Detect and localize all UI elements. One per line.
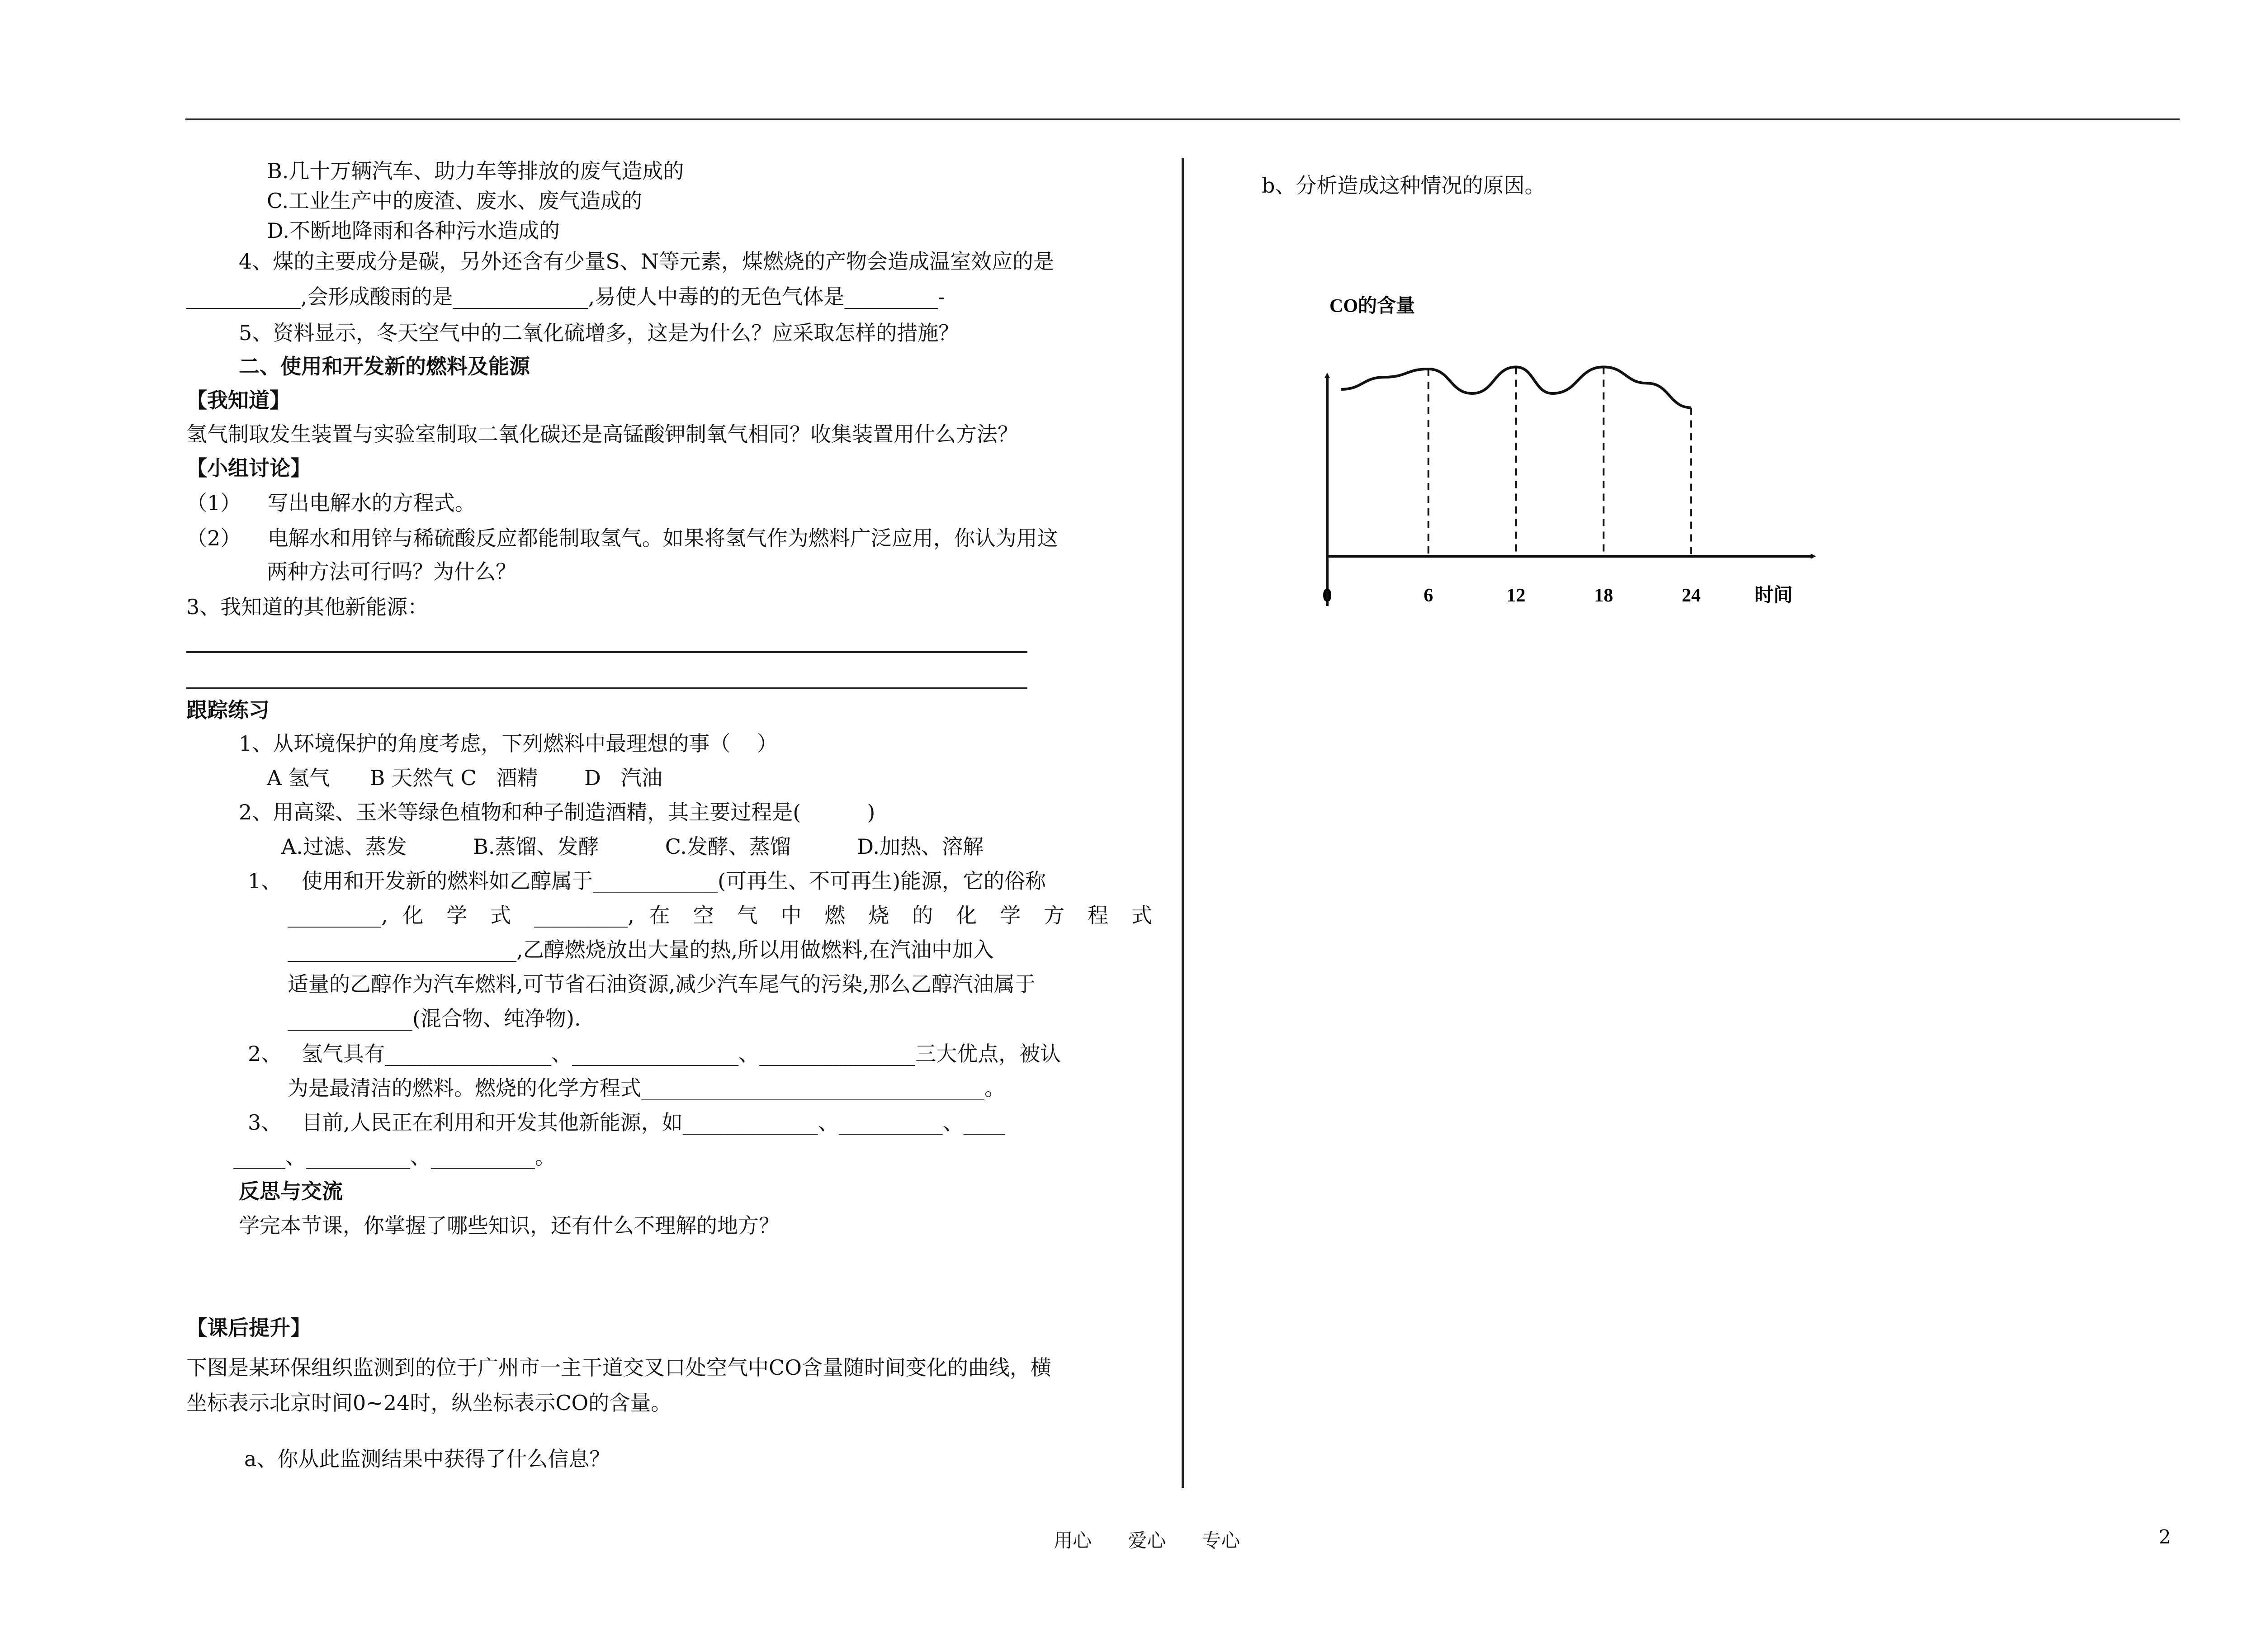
reflection-question: 学完本节课，你掌握了哪些知识，还有什么不理解的地方？ xyxy=(239,1213,780,1238)
practice-1-options: A 氢气 B 天然气 C 酒精 D 汽油 xyxy=(267,766,662,790)
option-b: B.几十万辆汽车、助力车等排放的废气造成的 xyxy=(267,159,684,183)
question-a: a、你从此监测结果中获得了什么信息？ xyxy=(244,1447,610,1471)
fill-2-line-2: 为是最清洁的燃料。燃烧的化学方程式_________________________________。 xyxy=(288,1076,1005,1100)
heading-practice: 跟踪练习 xyxy=(186,698,270,722)
x-tick-label: 18 xyxy=(1594,585,1613,606)
fill-2: 2、 氢气具有________________、________________、_______________三大优点，被认 xyxy=(248,1041,1061,1066)
i-know-question: 氢气制取发生装置与实验室制取二氧化碳还是高锰酸钾制氧气相同？收集装置用什么方法？ xyxy=(186,422,1018,446)
heading-after-class: 【课后提升】 xyxy=(186,1316,311,1340)
question-5: 5、资料显示，冬天空气中的二氧化硫增多，这是为什么？应采取怎样的措施？ xyxy=(239,321,960,345)
after-class-desc-2: 坐标表示北京时间0~24时，纵坐标表示CO的含量。 xyxy=(186,1391,672,1415)
co-content-chart xyxy=(1293,271,1863,633)
heading-group-discussion: 【小组讨论】 xyxy=(186,456,311,480)
new-energy-prompt: 3、我知道的其他新能源： xyxy=(186,595,429,619)
question-4-blanks: ___________,会形成酸雨的是_____________,易使人中毒的的无色气体是_________- xyxy=(186,284,945,309)
y-axis-label: CO的含量 xyxy=(1329,296,1415,317)
fill-3: 3、 目前,人民正在利用和开发其他新能源，如_____________、__________、____ xyxy=(248,1110,1005,1135)
column-divider xyxy=(1182,158,1184,1488)
question-4: 4、煤的主要成分是碳，另外还含有少量S、N等元素，煤燃烧的产物会造成温室效应的是 xyxy=(239,249,1055,274)
question-b: b、分析造成这种情况的原因。 xyxy=(1262,173,1546,198)
discussion-2-cont: 两种方法可行吗？为什么？ xyxy=(267,559,516,584)
answer-line-2 xyxy=(186,687,1027,689)
fill-1: 1、 使用和开发新的燃料如乙醇属于____________(可再生、不可再生)能源，它的俗称 xyxy=(248,869,1046,893)
header-rule xyxy=(185,118,2180,120)
fill-1-line-3: ______________________,乙醇燃烧放出大量的热,所以用做燃料,在汽油中加入 xyxy=(288,937,994,962)
answer-line-1 xyxy=(186,651,1027,653)
section-heading-2: 二、使用和开发新的燃料及能源 xyxy=(239,354,530,379)
after-class-desc-1: 下图是某环保组织监测到的位于广州市一主干道交叉口处空气中CO含量随时间变化的曲线，横 xyxy=(186,1355,1051,1380)
option-c: C.工业生产中的废渣、废水、废气造成的 xyxy=(267,189,643,213)
fill-1-line-5: ____________(混合物、纯净物). xyxy=(288,1006,581,1031)
x-tick-label: 24 xyxy=(1682,585,1701,606)
x-axis-label: 时间 xyxy=(1755,585,1793,606)
practice-1: 1、从环境保护的角度考虑，下列燃料中最理想的事（ ） xyxy=(239,731,778,756)
page-number: 2 xyxy=(2159,1526,2171,1548)
fill-1-line-4: 适量的乙醇作为汽车燃料,可节省石油资源,减少汽车尾气的污染,那么乙醇汽油属于 xyxy=(288,972,1036,996)
practice-2: 2、用高粱、玉米等绿色植物和种子制造酒精，其主要过程是( ) xyxy=(239,800,875,824)
x-tick-label: 0 xyxy=(1322,585,1332,606)
footer-motto: 用心 爱心 专心 xyxy=(1054,1529,1240,1552)
discussion-2: （2） 电解水和用锌与稀硫酸反应都能制取氢气。如果将氢气作为燃料广泛应用，你认为用这 xyxy=(186,526,1058,550)
practice-2-options: A.过滤、蒸发 B.蒸馏、发酵 C.发酵、蒸馏 D.加热、溶解 xyxy=(281,834,984,859)
discussion-1: （1） 写出电解水的方程式。 xyxy=(186,491,476,515)
x-tick-label: 12 xyxy=(1506,585,1526,606)
option-d: D.不断地降雨和各种污水造成的 xyxy=(267,218,560,243)
heading-i-know: 【我知道】 xyxy=(186,388,290,412)
fill-1-line-2: _________, 化 学 式 _________, 在 空 气 中 燃 烧 的 化 学 方 程 式 xyxy=(288,903,1152,928)
heading-reflection: 反思与交流 xyxy=(239,1179,343,1203)
x-tick-label: 6 xyxy=(1424,585,1433,606)
fill-3-line-2: _____、__________、__________。 xyxy=(233,1145,556,1169)
